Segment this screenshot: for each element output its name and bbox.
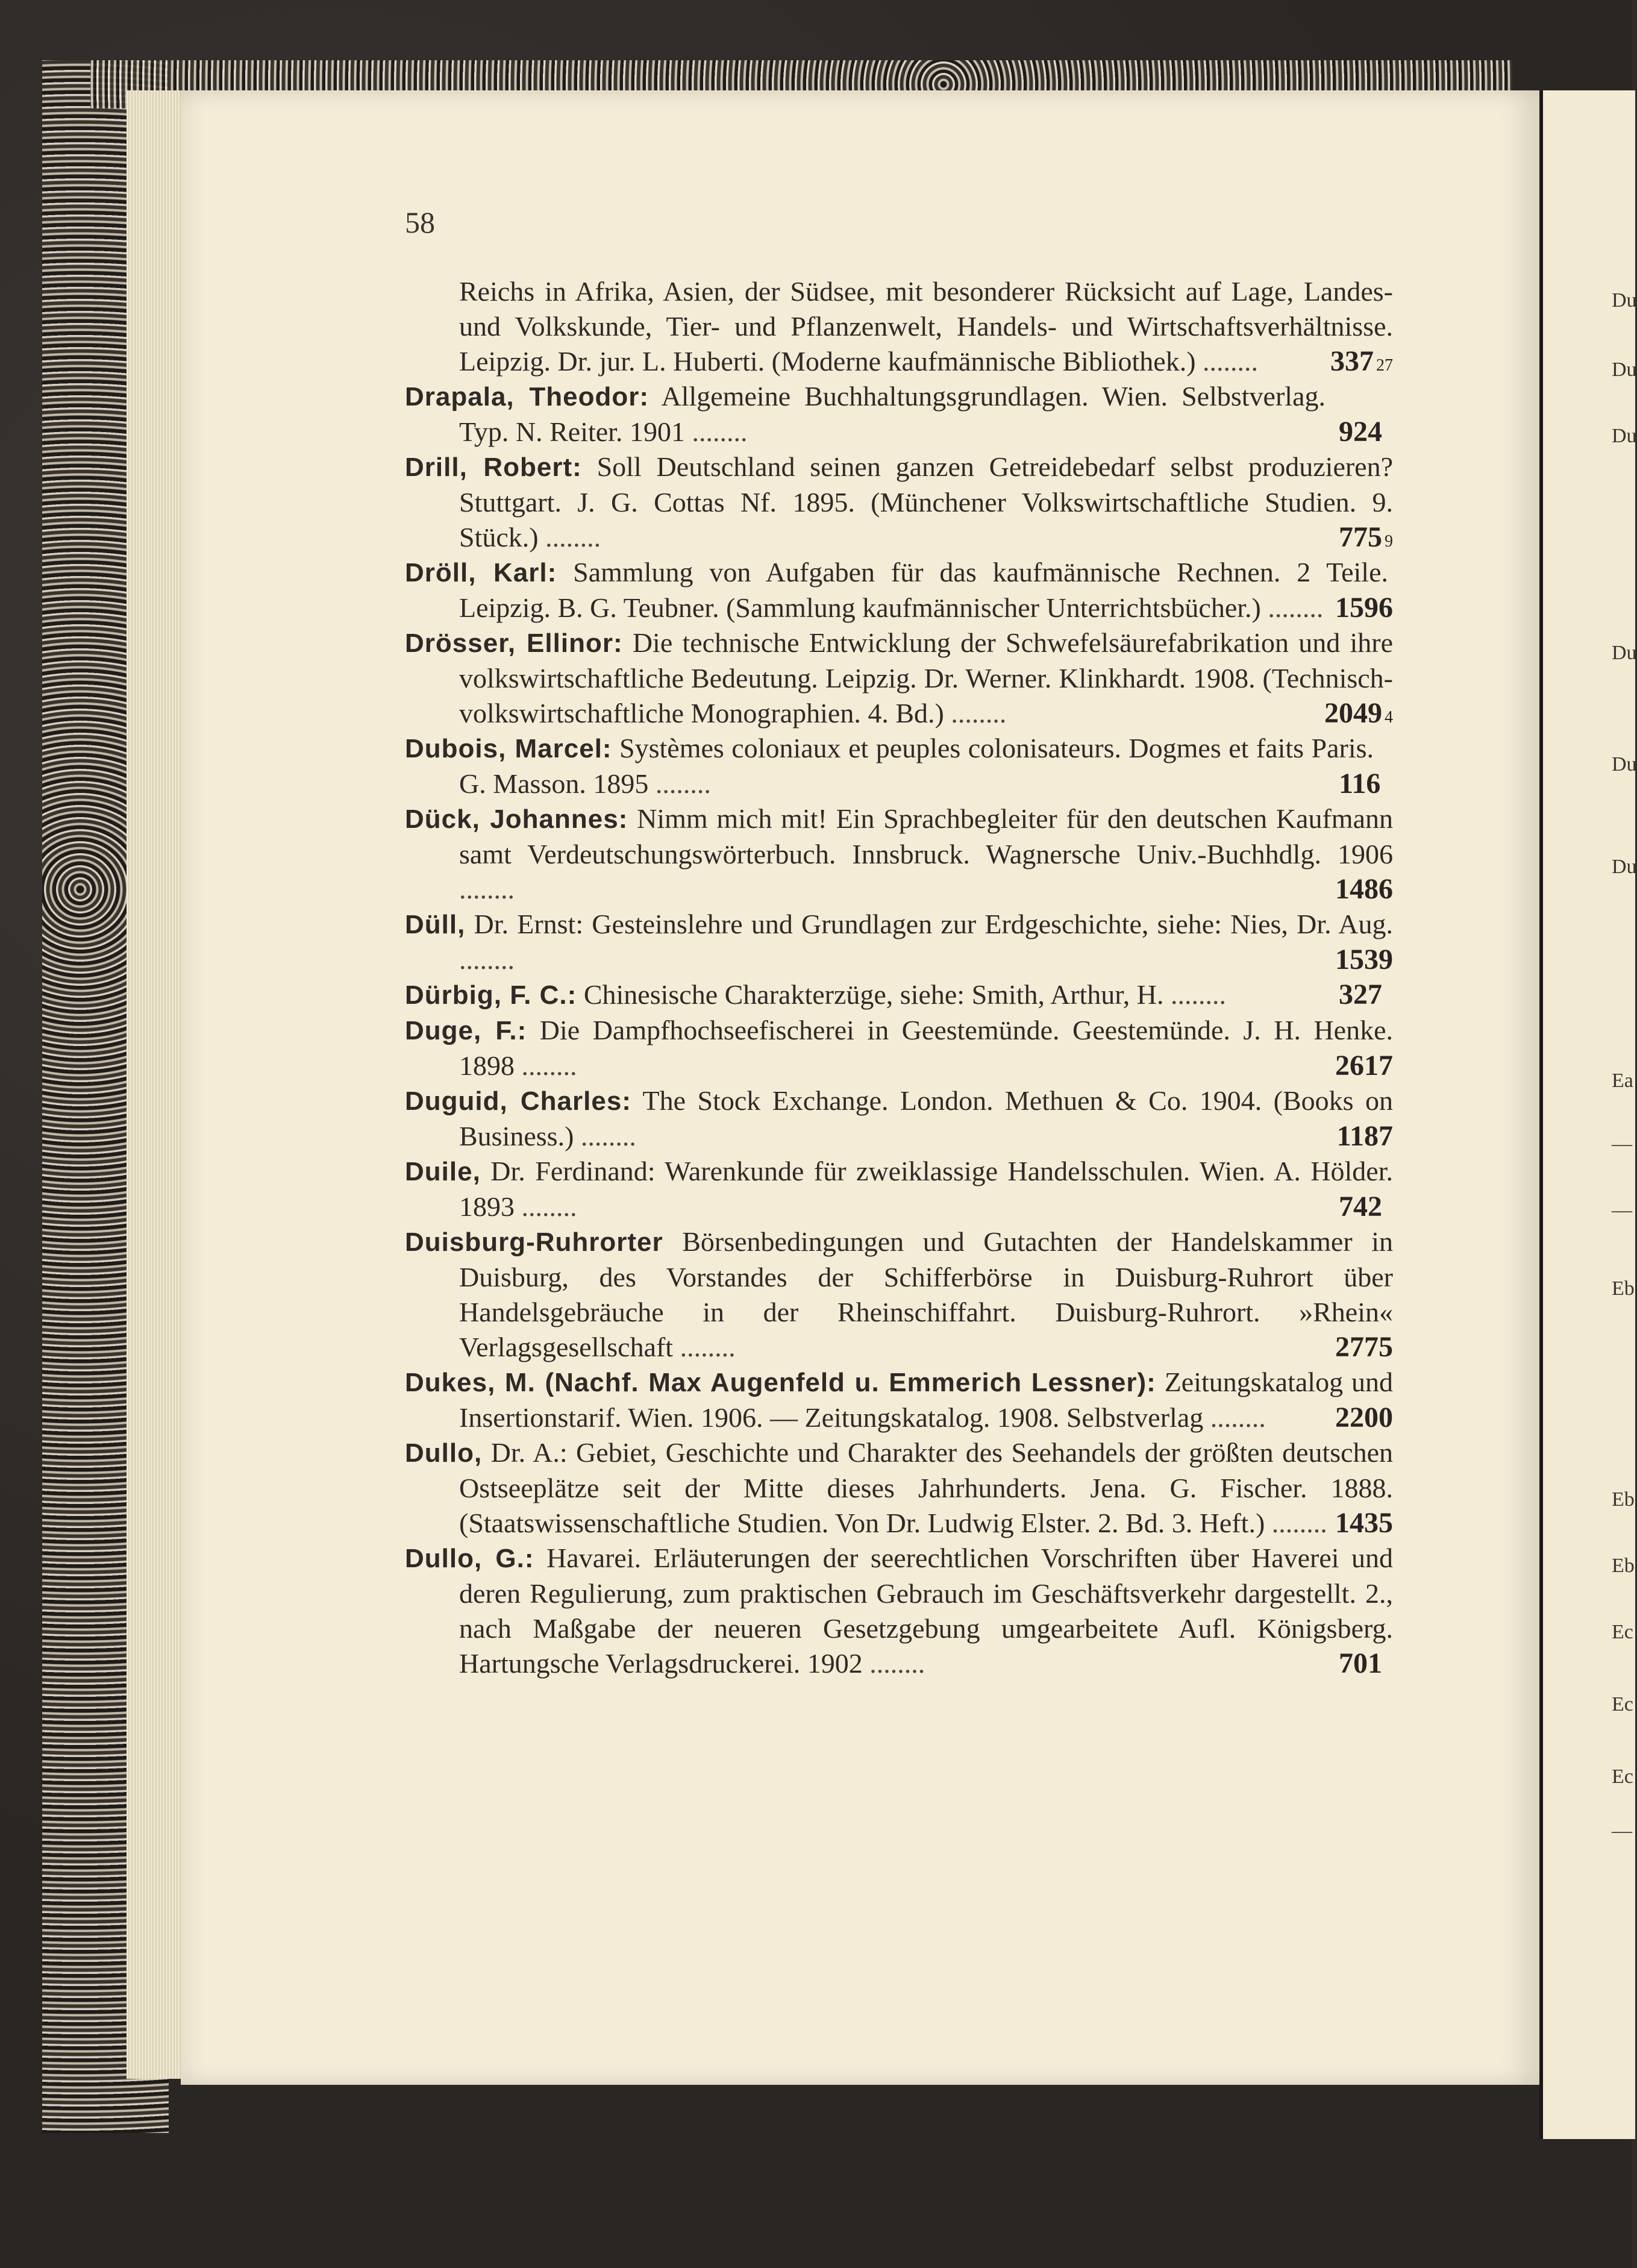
entry-title: Havarei. Erläuterungen der seerechtlichen Vorschriften über Haverei und deren Regulierung, zum praktischen Gebrauch im Geschäftsverkehr dargestellt. 2., nach Maßgabe der neueren Gesetzgebung umgearbeitete Aufl. Königsberg. Hartungsche Verlagsdruckerei. 1902 — [459, 1543, 1394, 1679]
catalog-number-value: 2049 — [1324, 697, 1382, 729]
entry-title: Dr. A.: Gebiet, Geschichte und Charakter des Seehandels der größten deutschen Ostseeplätze seit der Mitte dieses Jahrhunderts. Jena. G. Fischer. 1888. (Staatswissenschaftliche Studien. Von Dr. Ludwig Elster. 2. Bd. 3. Heft.) — [459, 1437, 1393, 1538]
catalog-number-value: 924 — [1339, 416, 1382, 448]
entry-title: Soll Deutschland seinen ganzen Getreidebedarf selbst produzieren? Stuttgart. J. G. Cottas Nf. 1895. (Münchener Volkswirtschaftliche Studien. 9. Stück.) — [459, 451, 1394, 553]
catalog-number-value: 1435 — [1335, 1507, 1393, 1539]
catalog-number-value: 327 — [1339, 979, 1382, 1010]
catalog-number-suffix: 27 — [1376, 356, 1393, 375]
catalog-number-value: 116 — [1339, 768, 1381, 800]
facing-page-fragment: Du — [1612, 289, 1637, 312]
entry-title: Dr. Ernst: Gesteinslehre und Grundlagen zur Erdgeschichte, siehe: Nies, Dr. Aug. — [474, 909, 1393, 939]
leader-dots: ........ — [1195, 346, 1259, 377]
bibliography-entry — [405, 801, 1393, 907]
catalog-number — [1335, 1330, 1393, 1365]
catalog-number-suffix: 4 — [1385, 708, 1393, 727]
facing-page-fragment: — — [1612, 1199, 1632, 1221]
leader-dots: ........ — [1163, 979, 1226, 1010]
catalog-number — [1335, 1400, 1393, 1435]
catalog-number-value: 1187 — [1336, 1120, 1393, 1152]
leader-dots: ........ — [574, 1121, 636, 1151]
catalog-number — [1330, 344, 1393, 383]
leader-dots: ........ — [684, 416, 748, 447]
entry-author: Duisburg-Ruhrorter — [405, 1227, 663, 1257]
entry-author: Dürbig, F. C.: — [405, 980, 577, 1010]
facing-page-fragment: Du — [1612, 642, 1637, 664]
catalog-number-value: 2200 — [1335, 1402, 1393, 1433]
catalog-number — [1335, 942, 1393, 977]
catalog-number — [1324, 696, 1393, 735]
bibliography-entry — [405, 1541, 1393, 1681]
bibliography-entry — [405, 450, 1393, 555]
bibliography-entry — [405, 1154, 1393, 1224]
entry-author: Duge, F.: — [405, 1016, 527, 1045]
entry-title: Die Dampfhochseefischerei in Geestemünde. Geestemünde. J. H. Henke. 1898 — [459, 1015, 1393, 1081]
catalog-number — [1336, 1119, 1393, 1154]
leader-dots: ........ — [944, 698, 1007, 728]
facing-page-fragment: Eb — [1612, 1555, 1635, 1577]
leader-dots: ........ — [673, 1332, 736, 1362]
leader-dots: ........ — [459, 944, 515, 975]
entry-title: Börsenbedingungen und Gutachten der Handelskammer in Duisburg, des Vorstandes der Schifferbörse in Duisburg-Ruhrort über Handelsgebräuche in der Rheinschiffahrt. Duisburg-Ruhrort. »Rhein« Verlagsgesellschaft — [459, 1226, 1394, 1362]
catalog-number — [1335, 590, 1393, 625]
facing-page-fragment: — — [1612, 1133, 1632, 1155]
entry-title: Dr. Ferdinand: Warenkunde für zweiklassige Handelsschulen. Wien. A. Hölder. 1893 — [459, 1156, 1393, 1222]
entry-author: Dukes, M. (Nachf. Max Augenfeld u. Emmerich Lessner): — [405, 1368, 1156, 1397]
bibliography-entry — [405, 625, 1393, 731]
leader-dots: ........ — [515, 1191, 577, 1222]
entry-author: Dück, Johannes: — [405, 804, 628, 834]
catalog-number — [1335, 1048, 1393, 1083]
entry-author: Drapala, Theodor: — [405, 382, 649, 412]
leader-dots: ........ — [1260, 592, 1324, 623]
catalog-number-value: 775 — [1339, 521, 1382, 553]
bibliography-entry — [405, 1013, 1393, 1083]
entry-author: Dröll, Karl: — [405, 558, 557, 587]
catalog-number — [1335, 1506, 1393, 1541]
facing-page-fragment: Eb — [1612, 1277, 1635, 1300]
facing-page-fragment: Du — [1612, 425, 1637, 447]
facing-page-fragment: Eb — [1612, 1488, 1635, 1511]
bibliography-entry — [405, 907, 1393, 977]
entry-author: Dullo, G.: — [405, 1544, 534, 1573]
facing-page-fragment: Ea — [1612, 1070, 1633, 1092]
bibliography-entry — [405, 274, 1393, 379]
bibliography-entry — [405, 1083, 1393, 1154]
entry-title: Allgemeine Buchhaltungsgrundlagen. Wien. Selbstverlag. Typ. N. Reiter. 1901 — [459, 381, 1326, 447]
entry-title: Zeitungskatalog und Insertionstarif. Wien. 1906. — Zeitungskatalog. 1908. Selbstverlag — [459, 1367, 1393, 1433]
entry-author: Drösser, Ellinor: — [405, 628, 623, 658]
bibliography-entry — [405, 555, 1393, 625]
leader-dots: ........ — [648, 768, 711, 799]
bibliography-entry — [405, 379, 1393, 450]
facing-page-fragment: — — [1612, 1820, 1632, 1842]
bibliography-entry — [405, 1224, 1393, 1365]
leader-dots: ........ — [1265, 1508, 1327, 1538]
facing-page-fragment: Du — [1612, 856, 1637, 878]
entry-author: Duile, — [405, 1157, 481, 1186]
catalog-number-suffix: 9 — [1385, 532, 1393, 551]
entry-author: Düll, — [405, 910, 466, 939]
leader-dots: ........ — [1203, 1402, 1266, 1433]
catalog-number — [1335, 872, 1393, 907]
facing-page-fragment: Ec — [1612, 1693, 1633, 1715]
facing-page-fragment: Du — [1612, 359, 1637, 381]
catalog-number-value: 701 — [1339, 1647, 1382, 1679]
page-number: 58 — [405, 205, 435, 239]
catalog-number-value: 1486 — [1335, 873, 1393, 905]
facing-page-fragment: Du — [1612, 753, 1637, 775]
leader-dots: ........ — [459, 874, 515, 904]
entry-title: The Stock Exchange. London. Methuen & Co. 1904. (Books on Business.) — [459, 1085, 1393, 1151]
entry-author: Duguid, Charles: — [405, 1086, 631, 1116]
entry-author: Dullo, — [405, 1438, 483, 1468]
facing-page-fragment: Ec — [1612, 1765, 1633, 1788]
catalog-number-value: 2617 — [1335, 1050, 1393, 1082]
entry-title: Nimm mich mit! Ein Sprachbegleiter für den deutschen Kaufmann samt Verdeutschungswörterbuch. Innsbruck. Wagnersche Univ.-Buchhdlg. 1906 — [459, 803, 1393, 869]
catalog-number-value: 2775 — [1335, 1331, 1393, 1363]
catalog-number-value: 1539 — [1335, 944, 1393, 976]
entry-title: Systèmes coloniaux et peuples colonisateurs. Dogmes et faits Paris. G. Masson. 1895 — [459, 733, 1374, 799]
entry-title: Die technische Entwicklung der Schwefelsäurefabrikation und ihre volkswirtschaftliche Bedeutung. Leipzig. Dr. Werner. Klinkhardt. 1908. (Technisch-volkswirtschaftliche Monographien. 4. Bd.) — [459, 627, 1393, 728]
entry-author: Dubois, Marcel: — [405, 734, 612, 763]
bibliography-entries — [405, 274, 1393, 1681]
entry-title: Reichs in Afrika, Asien, der Südsee, mit besonderer Rücksicht auf Lage, Landes- und Volkskunde, Tier- und Pflanzenwelt, Handels- und Wirtschaftsverhältnisse. Leipzig. Dr. jur. L. Huberti. (Moderne kaufmännische Bibliothek.) — [459, 276, 1393, 377]
bibliography-entry — [405, 977, 1393, 1013]
entry-author: Drill, Robert: — [405, 453, 582, 482]
bibliography-entry — [405, 1365, 1393, 1435]
bibliography-entry — [405, 1435, 1393, 1541]
bibliography-entry — [405, 731, 1393, 801]
entry-title: Chinesische Charakterzüge, siehe: Smith, Arthur, H. — [583, 979, 1164, 1010]
leader-dots: ........ — [538, 522, 601, 553]
facing-page-fragment: Ec — [1612, 1621, 1633, 1643]
leader-dots: ........ — [862, 1648, 925, 1679]
catalog-number-value: 1596 — [1335, 592, 1393, 624]
entry-title: Sammlung von Aufgaben für das kaufmännische Rechnen. 2 Teile. Leipzig. B. G. Teubner. (Sammlung kaufmännischer Unterrichtsbücher.) — [459, 557, 1389, 623]
catalog-number-value: 742 — [1339, 1191, 1382, 1223]
leader-dots: ........ — [515, 1050, 577, 1081]
catalog-number-value: 337 — [1330, 345, 1374, 377]
